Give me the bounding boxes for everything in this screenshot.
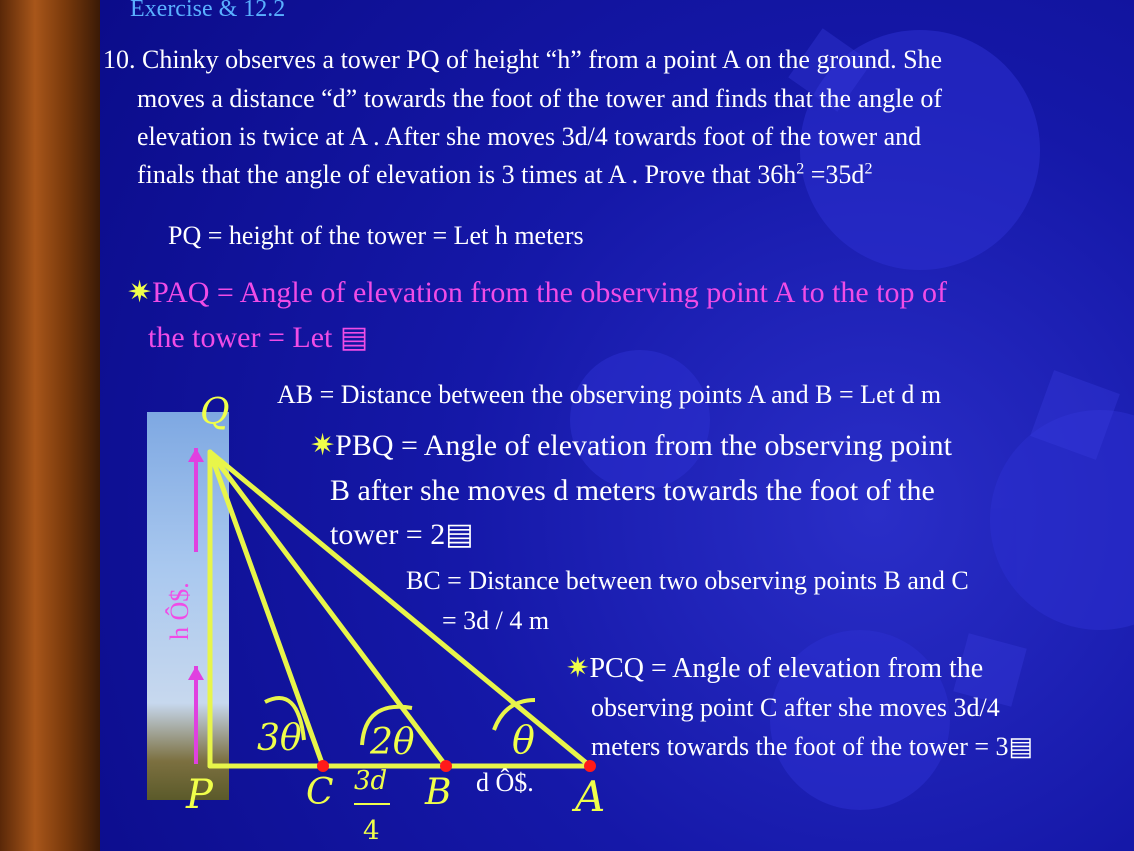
label-point-q: Q	[200, 392, 230, 433]
problem-line-4-end: =35d	[810, 160, 865, 189]
problem-line-3: elevation is twice at A . After she moves 3d/4 towards foot of the tower and	[137, 122, 922, 151]
pbq-text-1: PBQ = Angle of elevation from the observing point	[335, 429, 952, 462]
dot-c	[317, 760, 329, 772]
pcq-definition-line-3: meters towards the foot of the tower = 3▤	[591, 732, 1034, 761]
star-bullet-icon: ✷	[127, 276, 153, 309]
paq-definition-line-1	[127, 275, 947, 310]
label-point-p: P	[186, 772, 213, 818]
problem-line-4-text: finals that the angle of elevation is 3 times at A . Prove that 36h	[137, 160, 797, 189]
dot-b	[440, 760, 452, 772]
pcq-text-1: PCQ = Angle of elevation from the	[589, 653, 984, 684]
problem-line-1: 10. Chinky observes a tower PQ of height “h” from a point A on the ground. She	[103, 45, 943, 74]
angle-3-theta: 3θ	[257, 718, 302, 759]
superscript-d: 2	[864, 160, 873, 178]
pbq-definition-line-3: tower = 2▤	[330, 518, 474, 551]
fraction-bar	[354, 803, 390, 805]
height-arrow-lower-icon	[188, 666, 204, 764]
angle-theta: θ	[512, 718, 535, 762]
fraction-denominator: 4	[363, 816, 380, 846]
pq-definition: PQ = height of the tower = Let h meters	[168, 221, 584, 250]
exercise-title: Exercise & 12.2	[130, 0, 286, 22]
label-point-c: C	[306, 772, 334, 813]
bc-definition-line-1: BC = Distance between two observing points B and C	[406, 566, 969, 595]
pcq-definition-line-1	[566, 651, 983, 685]
distance-d-label: d Ô$.	[476, 768, 534, 797]
paq-text-1: PAQ = Angle of elevation from the observing point A to the top of	[152, 276, 948, 309]
height-label: h Ô$.	[165, 582, 194, 640]
star-bullet-icon: ✷	[566, 653, 590, 684]
superscript-h: 2	[796, 160, 805, 178]
star-bullet-icon: ✷	[310, 429, 336, 462]
problem-line-2: moves a distance “d” towards the foot of the tower and finds that the angle of	[137, 84, 943, 113]
angle-2-theta: 2θ	[370, 722, 415, 763]
pcq-definition-line-2: observing point C after she moves 3d/4	[591, 693, 1000, 722]
label-point-a: A	[575, 772, 606, 821]
height-arrow-up-icon	[188, 448, 204, 552]
paq-definition-line-2: the tower = Let ▤	[148, 321, 369, 354]
fraction-numerator: 3d	[354, 766, 388, 796]
pbq-definition-line-2: B after she moves d meters towards the foot of the	[330, 474, 935, 507]
bc-definition-line-2: = 3d / 4 m	[442, 606, 550, 635]
problem-line-4	[137, 160, 872, 190]
ab-definition: AB = Distance between the observing points A and B = Let d m	[277, 380, 942, 409]
pbq-definition-line-1	[310, 428, 952, 463]
label-point-b: B	[425, 772, 452, 813]
